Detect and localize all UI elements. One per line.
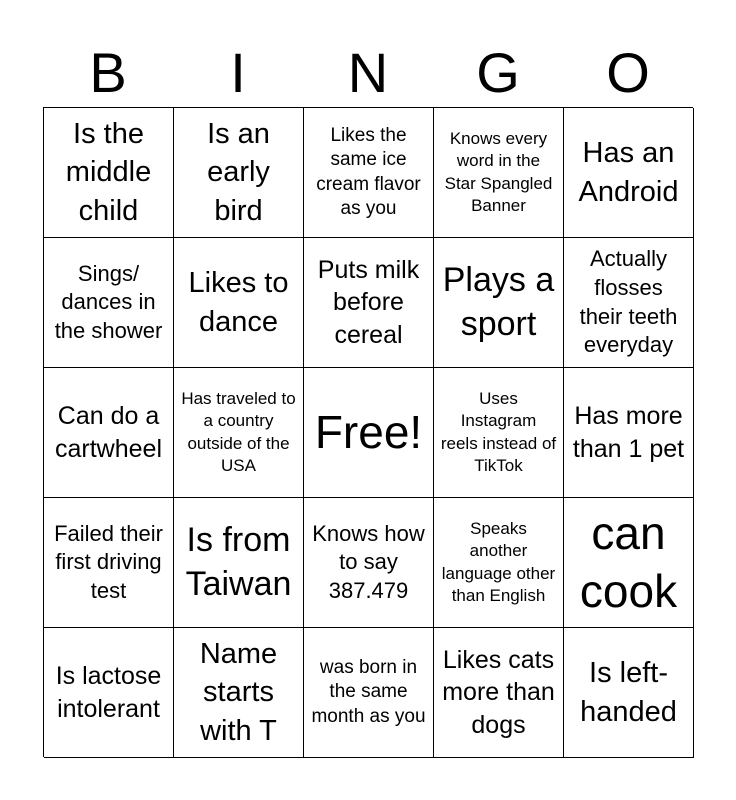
cell-text: was born in the same month as you (311, 657, 426, 727)
bingo-cell-r4-c2[interactable] (174, 498, 304, 628)
cell-text: Uses Instagram reels instead of TikTok (440, 389, 557, 475)
bingo-cell-r4-c1[interactable] (44, 498, 174, 628)
cell-text: Name starts with T (199, 638, 278, 747)
bingo-cell-r5-c1[interactable] (44, 628, 174, 758)
bingo-board (43, 107, 693, 757)
cell-text: can cook (579, 507, 678, 617)
header-letter-i: I (230, 41, 246, 104)
cell-text: Failed their first driving test (54, 520, 163, 603)
cell-text: Is lactose intolerant (55, 662, 162, 723)
cell-text: Free! (314, 405, 423, 458)
cell-text: Is the middle child (65, 118, 152, 227)
cell-text: Speaks another language other than English (441, 519, 556, 605)
cell-text: Puts milk before cereal (317, 255, 420, 349)
bingo-cell-r1-c4[interactable] (434, 108, 564, 238)
bingo-cell-r1-c2[interactable] (174, 108, 304, 238)
cell-text: Actually flosses their teeth everyday (579, 246, 678, 358)
header-letter-n: N (347, 41, 389, 104)
bingo-cell-r4-c3[interactable] (304, 498, 434, 628)
cell-text: Likes to dance (188, 267, 289, 338)
bingo-cell-r5-c4[interactable] (434, 628, 564, 758)
bingo-cell-r1-c5[interactable] (564, 108, 694, 238)
bingo-cell-r5-c2[interactable] (174, 628, 304, 758)
bingo-cell-r5-c3[interactable] (304, 628, 434, 758)
header-letter-o: O (606, 41, 650, 104)
cell-text: Likes the same ice cream flavor as you (316, 125, 421, 219)
cell-text: Is an early bird (207, 118, 270, 227)
header-letter-b: B (89, 41, 127, 104)
bingo-cell-r2-c5[interactable] (564, 238, 694, 368)
header-letter-g: G (476, 41, 520, 104)
free-space[interactable] (304, 368, 434, 498)
bingo-cell-r5-c5[interactable] (564, 628, 694, 758)
bingo-cell-r2-c2[interactable] (174, 238, 304, 368)
bingo-header (43, 40, 693, 106)
cell-text: Is from Taiwan (185, 520, 292, 603)
cell-text: Has more than 1 pet (572, 402, 685, 463)
bingo-cell-r2-c3[interactable] (304, 238, 434, 368)
bingo-cell-r2-c4[interactable] (434, 238, 564, 368)
cell-text: Likes cats more than dogs (442, 645, 555, 739)
cell-text: Knows every word in the Star Spangled Banner (444, 129, 553, 215)
cell-text: Has traveled to a country outside of the USA (181, 389, 296, 475)
cell-text: Plays a sport (442, 260, 555, 343)
bingo-cell-r3-c5[interactable] (564, 368, 694, 498)
bingo-cell-r3-c2[interactable] (174, 368, 304, 498)
cell-text: Has an Android (578, 137, 679, 208)
bingo-cell-r3-c4[interactable] (434, 368, 564, 498)
cell-text: Knows how to say 387.479 (312, 520, 425, 603)
bingo-cell-r4-c5[interactable] (564, 498, 694, 628)
cell-text: Can do a cartwheel (55, 402, 162, 463)
cell-text: Sings/ dances in the shower (54, 260, 163, 343)
bingo-cell-r1-c3[interactable] (304, 108, 434, 238)
bingo-cell-r4-c4[interactable] (434, 498, 564, 628)
bingo-cell-r1-c1[interactable] (44, 108, 174, 238)
cell-text: Is left-handed (580, 657, 677, 728)
bingo-cell-r3-c1[interactable] (44, 368, 174, 498)
bingo-cell-r2-c1[interactable] (44, 238, 174, 368)
